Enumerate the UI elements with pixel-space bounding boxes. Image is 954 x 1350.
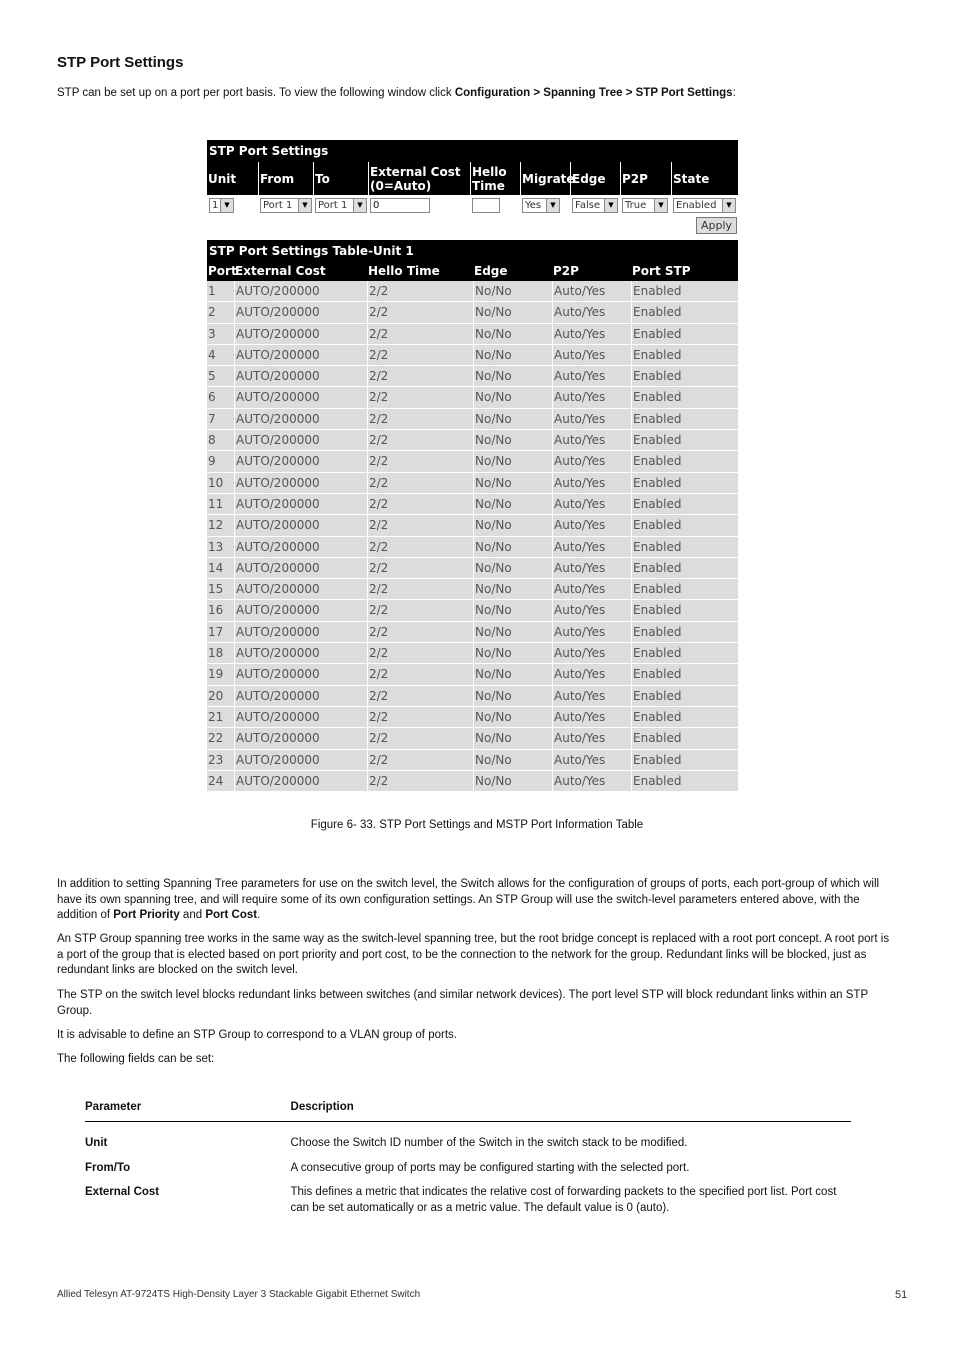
cell-p2p: Auto/Yes: [552, 366, 631, 386]
param-name: Unit: [85, 1137, 108, 1149]
cell-hello-time: 2/2: [367, 281, 473, 301]
cell-p2p: Auto/Yes: [552, 302, 631, 322]
cell-edge: No/No: [473, 451, 552, 471]
table-row: [207, 366, 738, 387]
to-select[interactable]: Port 1 ▼: [315, 198, 367, 213]
cell-external-cost: AUTO/200000: [234, 686, 367, 706]
chevron-down-icon: ▼: [546, 199, 559, 212]
table-row: [207, 643, 738, 664]
cell-external-cost: AUTO/200000: [234, 664, 367, 684]
table-row: [207, 686, 738, 707]
cell-p2p: Auto/Yes: [552, 558, 631, 578]
cell-port: 10: [208, 475, 224, 490]
cell-hello-time: 2/2: [367, 387, 473, 407]
external-cost-input[interactable]: 0: [370, 198, 430, 213]
table-row: [207, 387, 738, 408]
cell-edge: No/No: [473, 728, 552, 748]
cell-external-cost: AUTO/200000: [234, 622, 367, 642]
cell-edge: No/No: [473, 281, 552, 301]
cell-external-cost: AUTO/200000: [234, 558, 367, 578]
cell-port: 8: [208, 433, 216, 448]
paragraph-4: It is advisable to define an STP Group to correspond to a VLAN group of ports.: [57, 1029, 457, 1041]
table-row: [207, 750, 738, 771]
cell-port-stp: Enabled: [631, 579, 738, 599]
cell-port: 12: [208, 518, 224, 533]
table-row: [207, 430, 738, 451]
cell-port: 14: [208, 560, 224, 575]
cell-external-cost: AUTO/200000: [234, 473, 367, 493]
settings-controls: [207, 195, 738, 215]
table-row: [207, 494, 738, 515]
paragraph-1: In addition to setting Spanning Tree parameters for use on the switch level, the Switch allows for the configuration of groups of ports, each port-group of which will have its own spanning tree, and will require some of its own configuration settings. An STP Group will use the switch-level parameters entered above, with the addition of Port Priority and Port Cost.: [57, 878, 880, 921]
cell-port-stp: Enabled: [631, 281, 738, 301]
table-row: [207, 664, 738, 685]
stp-port-settings-figure: [207, 140, 738, 792]
cell-edge: No/No: [473, 600, 552, 620]
cell-port-stp: Enabled: [631, 664, 738, 684]
cell-p2p: Auto/Yes: [552, 686, 631, 706]
edge-select[interactable]: False ▼: [572, 198, 618, 213]
col-edge: Edge: [570, 162, 620, 195]
cell-edge: No/No: [473, 345, 552, 365]
chevron-down-icon: ▼: [298, 199, 311, 212]
table-row: [207, 707, 738, 728]
cell-p2p: Auto/Yes: [552, 281, 631, 301]
table-row: [207, 600, 738, 621]
cell-hello-time: 2/2: [367, 345, 473, 365]
col-unit: Unit: [208, 171, 237, 186]
cell-port: 17: [208, 624, 224, 639]
cell-port: 13: [208, 539, 224, 554]
cell-external-cost: AUTO/200000: [234, 366, 367, 386]
cell-hello-time: 2/2: [367, 324, 473, 344]
cell-p2p: Auto/Yes: [552, 473, 631, 493]
cell-p2p: Auto/Yes: [552, 707, 631, 727]
cell-port-stp: Enabled: [631, 387, 738, 407]
table-row: [207, 324, 738, 345]
col-from: From: [258, 162, 313, 195]
cell-port-stp: Enabled: [631, 558, 738, 578]
cell-port: 22: [208, 731, 224, 746]
table-row: [207, 537, 738, 558]
cell-p2p: Auto/Yes: [552, 409, 631, 429]
cell-port-stp: Enabled: [631, 686, 738, 706]
cell-external-cost: AUTO/200000: [234, 515, 367, 535]
cell-port: 19: [208, 667, 224, 682]
param-description: A consecutive group of ports may be configured starting with the selected port.: [290, 1161, 690, 1174]
cell-external-cost: AUTO/200000: [234, 600, 367, 620]
cell-edge: No/No: [473, 494, 552, 514]
cell-port: 1: [208, 284, 216, 298]
cell-p2p: Auto/Yes: [552, 537, 631, 557]
chevron-down-icon: ▼: [220, 199, 233, 212]
cell-port-stp: Enabled: [631, 622, 738, 642]
cell-external-cost: AUTO/200000: [234, 771, 367, 791]
cell-port: 24: [208, 773, 224, 788]
cell-port-stp: Enabled: [631, 324, 738, 344]
cell-hello-time: 2/2: [367, 366, 473, 386]
cell-edge: No/No: [473, 643, 552, 663]
cell-p2p: Auto/Yes: [552, 324, 631, 344]
cell-external-cost: AUTO/200000: [234, 281, 367, 301]
cell-hello-time: 2/2: [367, 494, 473, 514]
cell-edge: No/No: [473, 686, 552, 706]
cell-edge: No/No: [473, 366, 552, 386]
migrate-select[interactable]: Yes ▼: [522, 198, 560, 213]
table-row: [85, 1136, 851, 1152]
parameter-table-header: [85, 1101, 851, 1122]
cell-p2p: Auto/Yes: [552, 387, 631, 407]
cell-hello-time: 2/2: [367, 537, 473, 557]
cell-port-stp: Enabled: [631, 728, 738, 748]
cell-hello-time: 2/2: [367, 558, 473, 578]
th-parameter: Parameter: [85, 1101, 142, 1113]
intro-end: :: [732, 87, 736, 99]
cell-edge: No/No: [473, 324, 552, 344]
cell-port-stp: Enabled: [631, 515, 738, 535]
param-description: Choose the Switch ID number of the Switch in the switch stack to be modified.: [290, 1137, 688, 1149]
table-row: [207, 409, 738, 430]
table-row: [207, 302, 738, 323]
cell-hello-time: 2/2: [367, 771, 473, 791]
cell-edge: No/No: [473, 579, 552, 599]
cell-port: 21: [208, 709, 224, 724]
table-row: [85, 1185, 851, 1216]
parameter-table: [85, 1101, 851, 1216]
cell-port: 9: [208, 454, 216, 469]
cell-hello-time: 2/2: [367, 600, 473, 620]
cell-port-stp: Enabled: [631, 494, 738, 514]
th-external-cost: External Cost: [235, 264, 326, 278]
cell-port-stp: Enabled: [631, 345, 738, 365]
cell-port-stp: Enabled: [631, 707, 738, 727]
cell-external-cost: AUTO/200000: [234, 750, 367, 770]
cell-port-stp: Enabled: [631, 473, 738, 493]
cell-edge: No/No: [473, 664, 552, 684]
cell-edge: No/No: [473, 558, 552, 578]
cell-port: 18: [208, 646, 224, 661]
table-row: [207, 345, 738, 366]
cell-port: 23: [208, 752, 224, 767]
col-state: State: [671, 162, 738, 195]
cell-p2p: Auto/Yes: [552, 728, 631, 748]
cell-hello-time: 2/2: [367, 664, 473, 684]
table-row: [207, 473, 738, 494]
cell-external-cost: AUTO/200000: [234, 494, 367, 514]
state-select[interactable]: Enabled ▼: [673, 198, 736, 213]
table-row: [207, 622, 738, 643]
settings-header: [207, 162, 738, 195]
cell-edge: No/No: [473, 302, 552, 322]
cell-external-cost: AUTO/200000: [234, 579, 367, 599]
table-row: [207, 515, 738, 536]
cell-port: 3: [208, 326, 216, 341]
col-external-cost: External Cost (0=Auto): [368, 162, 470, 195]
unit-select[interactable]: 1 ▼: [209, 198, 234, 213]
cell-port-stp: Enabled: [631, 600, 738, 620]
cell-port-stp: Enabled: [631, 366, 738, 386]
cell-port-stp: Enabled: [631, 430, 738, 450]
cell-hello-time: 2/2: [367, 515, 473, 535]
th-p2p: P2P: [553, 264, 579, 278]
cell-hello-time: 2/2: [367, 707, 473, 727]
table-row: [207, 771, 738, 792]
cell-external-cost: AUTO/200000: [234, 409, 367, 429]
page-number: 51: [895, 1289, 908, 1301]
table-title: STP Port Settings Table-Unit 1: [207, 240, 738, 262]
chevron-down-icon: ▼: [604, 199, 617, 212]
cell-edge: No/No: [473, 771, 552, 791]
th-port: Port: [208, 264, 237, 278]
col-migrate: Migrate: [520, 162, 570, 195]
table-row: [207, 451, 738, 472]
col-to: To: [313, 162, 368, 195]
cell-hello-time: 2/2: [367, 302, 473, 322]
apply-button[interactable]: Apply: [696, 217, 737, 234]
from-select[interactable]: Port 1 ▼: [260, 198, 312, 213]
param-description: This defines a metric that indicates the relative cost of forwarding packets to the specified port list. Port cost can be set automatically or as a metric value. The default value is 0 (auto).: [290, 1186, 837, 1214]
port-table-body: [207, 281, 738, 792]
apply-row: [207, 215, 738, 237]
cell-port: 16: [208, 603, 224, 618]
cell-external-cost: AUTO/200000: [234, 302, 367, 322]
cell-p2p: Auto/Yes: [552, 345, 631, 365]
th-hello-time: Hello Time: [368, 264, 440, 278]
cell-port-stp: Enabled: [631, 643, 738, 663]
figure-title: STP Port Settings: [207, 140, 738, 162]
cell-edge: No/No: [473, 750, 552, 770]
table-row: [207, 558, 738, 579]
table-row: [85, 1161, 851, 1177]
cell-external-cost: AUTO/200000: [234, 707, 367, 727]
paragraph-2: An STP Group spanning tree works in the same way as the switch-level spanning tree, but the root bridge concept is replaced with a root port concept. A root port is a port of the group that is elected based on port priority and port cost, to be the connection to the network for the group. Redundant links will be blocked, just as redundant links are blocked on the switch level.: [57, 933, 890, 976]
section-title: STP Port Settings: [57, 54, 184, 71]
cell-port-stp: Enabled: [631, 302, 738, 322]
cell-p2p: Auto/Yes: [552, 600, 631, 620]
cell-port: 7: [208, 411, 216, 426]
cell-p2p: Auto/Yes: [552, 430, 631, 450]
chevron-down-icon: ▼: [722, 199, 735, 212]
cell-port-stp: Enabled: [631, 750, 738, 770]
cell-p2p: Auto/Yes: [552, 579, 631, 599]
table-row: [207, 281, 738, 302]
th-edge: Edge: [474, 264, 508, 278]
menu-path: Configuration > Spanning Tree > STP Port Settings: [454, 87, 733, 99]
table-row: [207, 579, 738, 600]
cell-hello-time: 2/2: [367, 409, 473, 429]
table-row: [207, 728, 738, 749]
paragraph-5: The following fields can be set:: [57, 1053, 215, 1065]
cell-p2p: Auto/Yes: [552, 622, 631, 642]
cell-port: 2: [208, 305, 216, 320]
cell-edge: No/No: [473, 707, 552, 727]
cell-port: 11: [208, 496, 224, 511]
cell-p2p: Auto/Yes: [552, 643, 631, 663]
hello-time-input[interactable]: [472, 198, 500, 213]
intro-text: [57, 87, 736, 99]
cell-hello-time: 2/2: [367, 451, 473, 471]
col-hello-time: Hello Time: [470, 162, 520, 195]
col-p2p: P2P: [620, 162, 671, 195]
cell-hello-time: 2/2: [367, 622, 473, 642]
cell-port: 4: [208, 347, 216, 362]
cell-p2p: Auto/Yes: [552, 494, 631, 514]
cell-hello-time: 2/2: [367, 579, 473, 599]
cell-external-cost: AUTO/200000: [234, 430, 367, 450]
cell-edge: No/No: [473, 473, 552, 493]
cell-port-stp: Enabled: [631, 409, 738, 429]
cell-p2p: Auto/Yes: [552, 515, 631, 535]
param-name: From/To: [85, 1161, 131, 1174]
th-port-stp: Port STP: [632, 264, 691, 278]
cell-hello-time: 2/2: [367, 728, 473, 748]
cell-port: 15: [208, 582, 224, 597]
chevron-down-icon: ▼: [353, 199, 366, 212]
paragraph-3: The STP on the switch level blocks redundant links between switches (and similar network devices). The port level STP will block redundant links within an STP Group.: [57, 989, 868, 1017]
cell-external-cost: AUTO/200000: [234, 728, 367, 748]
cell-port-stp: Enabled: [631, 771, 738, 791]
cell-hello-time: 2/2: [367, 473, 473, 493]
cell-edge: No/No: [473, 387, 552, 407]
cell-p2p: Auto/Yes: [552, 664, 631, 684]
cell-port: 20: [208, 688, 224, 703]
cell-hello-time: 2/2: [367, 686, 473, 706]
param-name: External Cost: [85, 1186, 160, 1198]
cell-external-cost: AUTO/200000: [234, 387, 367, 407]
cell-external-cost: AUTO/200000: [234, 643, 367, 663]
cell-port-stp: Enabled: [631, 451, 738, 471]
figure-caption: Figure 6- 33. STP Port Settings and MSTP Port Information Table: [310, 819, 644, 831]
cell-p2p: Auto/Yes: [552, 750, 631, 770]
table-header: [207, 262, 738, 281]
cell-external-cost: AUTO/200000: [234, 451, 367, 471]
cell-hello-time: 2/2: [367, 750, 473, 770]
cell-p2p: Auto/Yes: [552, 451, 631, 471]
th-description: Description: [290, 1101, 354, 1113]
intro-lead: STP can be set up on a port per port basis. To view the following window click: [57, 87, 455, 99]
cell-edge: No/No: [473, 409, 552, 429]
cell-external-cost: AUTO/200000: [234, 537, 367, 557]
cell-port-stp: Enabled: [631, 537, 738, 557]
chevron-down-icon: ▼: [654, 199, 667, 212]
cell-external-cost: AUTO/200000: [234, 324, 367, 344]
cell-hello-time: 2/2: [367, 430, 473, 450]
cell-port: 5: [208, 369, 216, 384]
cell-external-cost: AUTO/200000: [234, 345, 367, 365]
cell-edge: No/No: [473, 622, 552, 642]
cell-p2p: Auto/Yes: [552, 771, 631, 791]
cell-edge: No/No: [473, 430, 552, 450]
cell-edge: No/No: [473, 537, 552, 557]
cell-edge: No/No: [473, 515, 552, 535]
cell-port: 6: [208, 390, 216, 405]
cell-hello-time: 2/2: [367, 643, 473, 663]
footer-product: Allied Telesyn AT-9724TS High-Density Layer 3 Stackable Gigabit Ethernet Switch: [57, 1289, 421, 1300]
p2p-select[interactable]: True ▼: [622, 198, 668, 213]
